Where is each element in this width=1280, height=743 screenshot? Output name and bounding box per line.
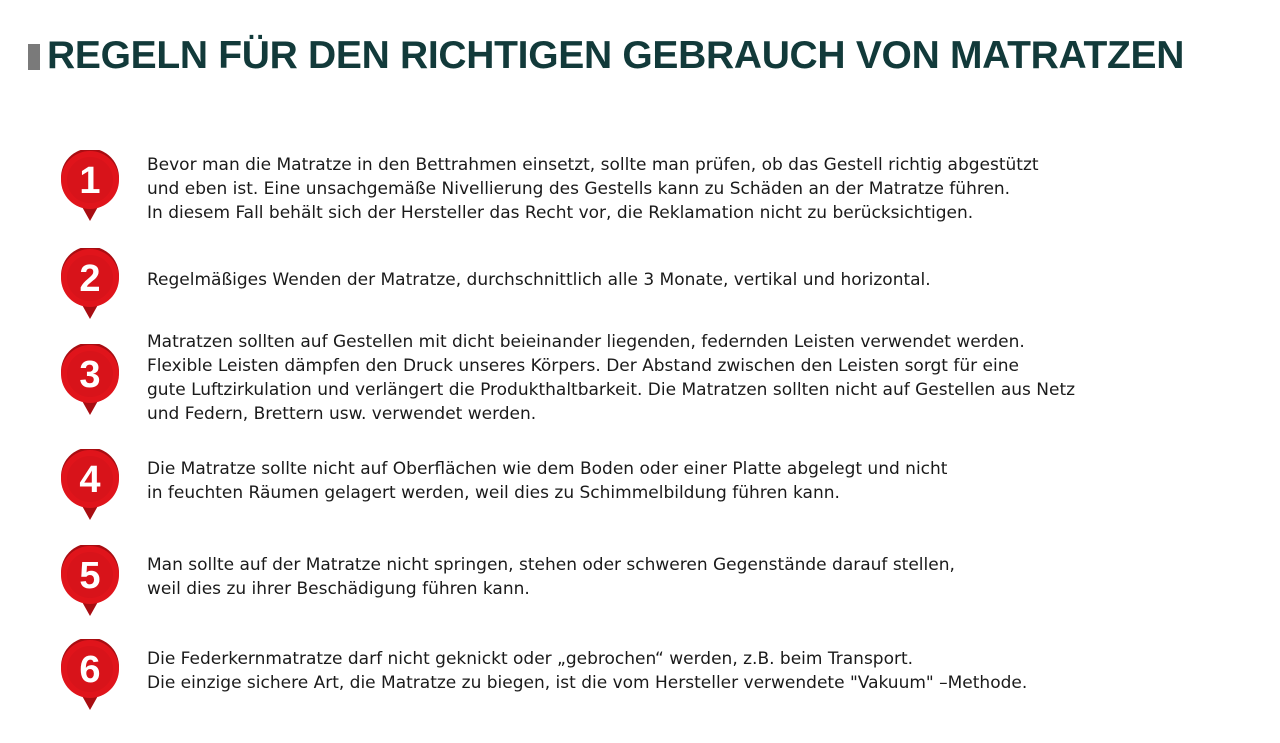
map-pin-icon-graphic — [60, 150, 120, 222]
rule-number: 6 — [79, 649, 101, 691]
rule-number: 4 — [79, 459, 101, 501]
map-pin-icon-graphic — [60, 344, 120, 416]
rule-number: 5 — [79, 555, 101, 597]
map-pin-icon — [60, 639, 120, 711]
rule-text: Regelmäßiges Wenden der Matratze, durchschnittlich alle 3 Monate, vertikal und horizontal. — [147, 270, 931, 290]
rule-number: 2 — [79, 258, 101, 300]
rule-text: Bevor man die Matratze in den Bettrahmen einsetzt, sollte man prüfen, ob das Gestell richtig abgestützt und eben ist. Eine unsachgemäße Nivellierung des Gestells kann zu Schäden an der Matratze führen. In diesem Fall behält sich der Hersteller das Recht vor, die Reklamation nicht zu berücksichtigen. — [147, 155, 1039, 223]
rule-number: 1 — [79, 160, 101, 202]
map-pin-icon-graphic — [60, 449, 120, 521]
rule-text: Man sollte auf der Matratze nicht springen, stehen oder schweren Gegenstände darauf stellen, weil dies zu ihrer Beschädigung führen kann. — [147, 555, 955, 599]
rule-text: Matratzen sollten auf Gestellen mit dicht beieinander liegenden, federnden Leisten verwendet werden. Flexible Leisten dämpfen den Druck unseres Körpers. Der Abstand zwischen den Leisten sorgt für eine gute Luftzirkulation und verlängert die Produkthaltbarkeit. Die Matratzen sollten nicht auf Gestellen aus Netz und Federn, Brettern usw. verwendet werden. — [147, 332, 1076, 424]
map-pin-icon-graphic — [60, 545, 120, 617]
rule-text: Die Matratze sollte nicht auf Oberflächen wie dem Boden oder einer Platte abgelegt und nicht in feuchten Räumen gelagert werden, weil dies zu Schimmelbildung führen kann. — [147, 459, 948, 503]
map-pin-icon-graphic — [60, 248, 120, 320]
page-title: REGELN FÜR DEN RICHTIGEN GEBRAUCH VON MATRATZEN — [47, 34, 1185, 77]
rule-text: Die Federkernmatratze darf nicht geknickt oder „gebrochen“ werden, z.B. beim Transport. Die einzige sichere Art, die Matratze zu biegen, ist die vom Hersteller verwendete "Vakuum" –Methode. — [147, 649, 1028, 693]
map-pin-icon — [60, 545, 120, 617]
map-pin-icon — [60, 449, 120, 521]
title-accent-bar — [28, 44, 40, 70]
map-pin-icon-graphic — [60, 639, 120, 711]
map-pin-icon — [60, 344, 120, 416]
map-pin-icon — [60, 150, 120, 222]
rule-number: 3 — [79, 354, 101, 396]
map-pin-icon — [60, 248, 120, 320]
